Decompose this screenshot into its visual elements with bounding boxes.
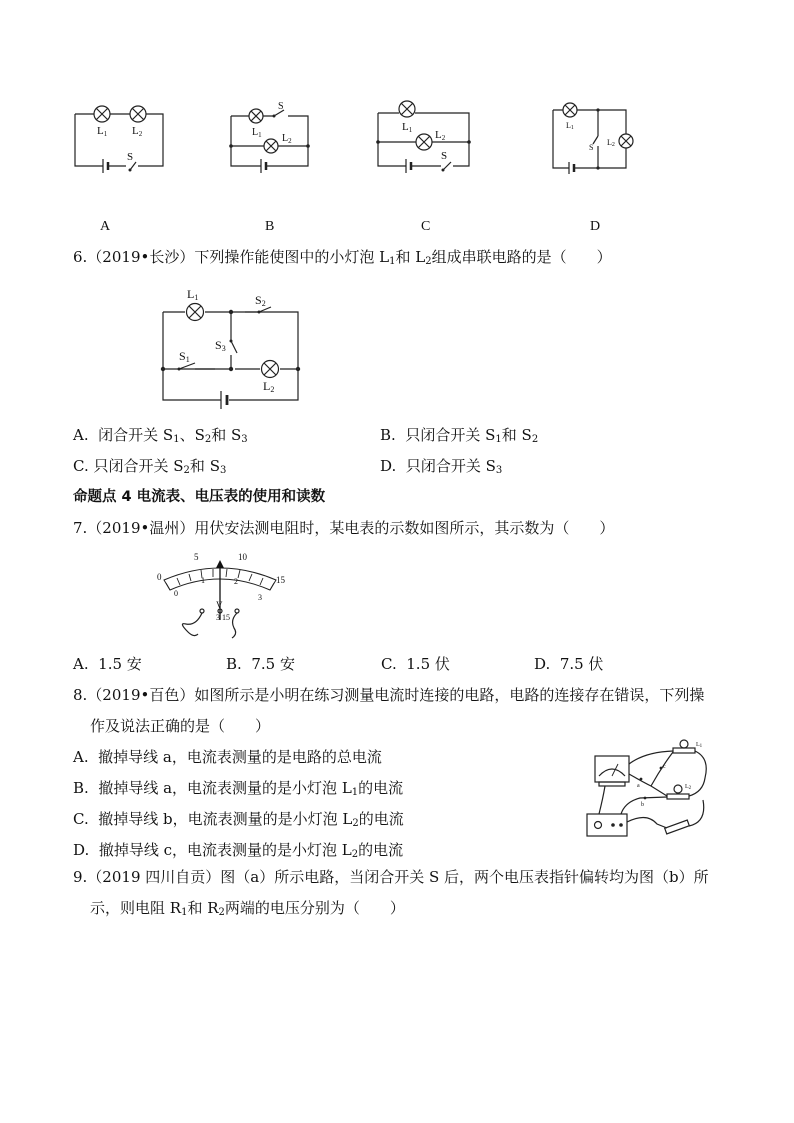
q7-option-d[interactable]: D. 7.5 伏	[534, 655, 604, 673]
lamp-icon	[416, 134, 432, 150]
experiment-circuit-q8	[585, 738, 715, 846]
circuit-a	[70, 98, 170, 178]
q6-option-b[interactable]: B. 只闭合开关 $S_1$和 $S_2$	[380, 426, 539, 445]
svg-text:L1: L1	[696, 742, 703, 749]
q7-option-a[interactable]: A. 1.5 安	[73, 655, 142, 673]
svg-text:L2: L2	[263, 379, 275, 394]
label-l1: L1	[97, 125, 108, 138]
circuit-b	[228, 98, 328, 178]
option-label-a: A	[100, 219, 111, 234]
svg-text:3: 3	[258, 593, 262, 602]
svg-text:a: a	[637, 783, 640, 789]
circuit-q6	[155, 285, 315, 415]
label-s: S	[127, 151, 134, 163]
svg-text:L2: L2	[607, 138, 615, 148]
svg-text:L1: L1	[402, 121, 413, 134]
bulb-l1-icon	[673, 740, 695, 753]
svg-text:15: 15	[276, 575, 285, 585]
lamp-icon	[399, 101, 415, 117]
q6-option-d[interactable]: D. 只闭合开关 $S_3$	[380, 457, 503, 476]
svg-text:S: S	[278, 101, 284, 112]
q8-option-d[interactable]: D. 撤掉导线 c，电流表测量的是小灯泡 $L_2$的电流	[73, 841, 404, 860]
q7-option-b[interactable]: B. 7.5 安	[226, 655, 295, 673]
svg-text:2: 2	[234, 577, 238, 586]
lamp-icon	[187, 304, 204, 321]
svg-text:10: 10	[238, 552, 247, 562]
voltmeter-dial	[150, 548, 290, 640]
q8-option-b[interactable]: B. 撤掉导线 a，电流表测量的是小灯泡 $L_1$的电流	[73, 779, 404, 798]
ammeter-icon	[595, 756, 629, 786]
lamp-icon	[264, 139, 278, 153]
q6-option-a[interactable]: A. 闭合开关 $S_1$、$S_2$和 $S_3$	[73, 426, 248, 445]
svg-text:L1: L1	[566, 121, 574, 131]
svg-text:S: S	[589, 143, 594, 152]
option-label-d: D	[590, 219, 601, 234]
battery-box-icon	[587, 814, 627, 836]
svg-text:L1: $L_1$	[252, 127, 262, 139]
svg-text:S: S	[441, 150, 448, 162]
circuit-c	[375, 98, 475, 178]
svg-text:S2: S2	[255, 293, 266, 308]
switch-icon	[665, 820, 690, 834]
section-heading: 命题点 4 电流表、电压表的使用和读数	[73, 489, 326, 505]
svg-text:1: 1	[201, 576, 205, 585]
lamp-icon	[130, 106, 146, 122]
circuit-d	[548, 98, 648, 178]
question-7-text: 7.（2019•温州）用伏安法测电阻时，某电表的示数如图所示，其示数为（ ）	[73, 519, 615, 537]
svg-text:0: 0	[174, 589, 178, 598]
label-l2: L2	[132, 125, 143, 138]
lamp-icon	[619, 134, 633, 148]
lamp-icon	[249, 109, 263, 123]
question-6-text: 6.（2019•长沙）下列操作能使图中的小灯泡 $L_1$和 $L_2$组成串联电路的是（ ）	[73, 248, 612, 267]
q8-option-a[interactable]: A. 撤掉导线 a，电流表测量的是电路的总电流	[73, 748, 382, 766]
svg-text:0: 0	[157, 572, 162, 582]
question-8-line-2: 作及说法正确的是（ ）	[90, 717, 271, 735]
svg-text:L2: $L_2$	[282, 133, 292, 145]
svg-text:V: V	[216, 600, 223, 610]
question-9-line-2: 示，则电阻 $R_1$和 $R_2$两端的电压分别为（ ）	[90, 899, 405, 918]
svg-text:S3: S3	[215, 338, 226, 353]
q8-option-c[interactable]: C. 撤掉导线 b，电流表测量的是小灯泡 $L_2$的电流	[73, 810, 404, 829]
question-8-line-1: 8.（2019•百色）如图所示是小明在练习测量电流时连接的电路，电路的连接存在错误，下列操	[73, 686, 705, 704]
q7-option-c[interactable]: C. 1.5 伏	[381, 655, 450, 673]
svg-text:L1: L1	[187, 287, 199, 302]
question-9-line-1: 9.（2019 四川自贡）图（a）所示电路，当闭合开关 S 后，两个电压表指针偏转均为图（b）所	[73, 868, 709, 886]
svg-text:b: b	[641, 802, 644, 808]
svg-text:3 15: 3 15	[216, 613, 230, 622]
lamp-icon	[94, 106, 110, 122]
q6-option-c[interactable]: C. 只闭合开关 $S_2$和 $S_3$	[73, 457, 227, 476]
svg-text:c: c	[663, 764, 666, 770]
lamp-icon	[563, 103, 577, 117]
svg-text:L2: L2	[435, 129, 446, 142]
option-label-c: C	[421, 219, 431, 234]
svg-text:L2: L2	[685, 784, 692, 791]
svg-text:S1: S1	[179, 349, 190, 364]
lamp-icon	[262, 361, 279, 378]
svg-text:5: 5	[194, 552, 199, 562]
option-label-b: B	[265, 219, 275, 234]
